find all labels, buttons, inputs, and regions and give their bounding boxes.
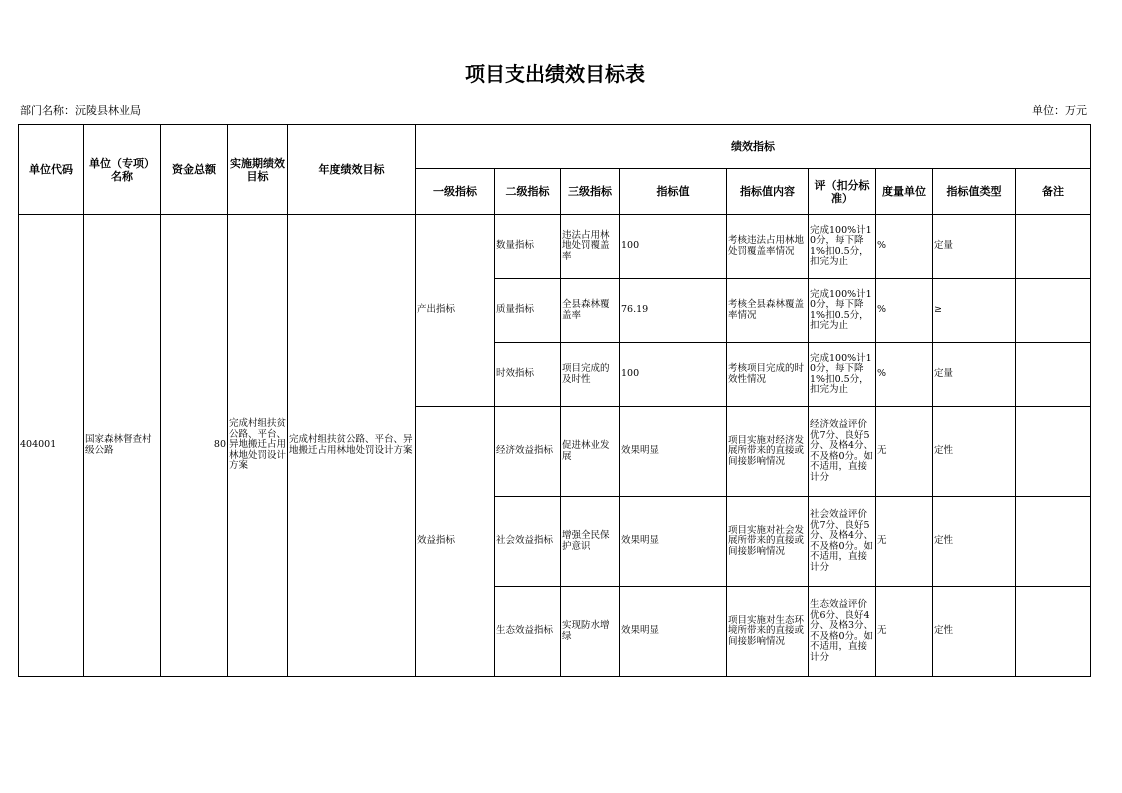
cell-measure-unit: % bbox=[876, 215, 933, 279]
cell-content: 考核项目完成的时效性情况 bbox=[727, 343, 809, 407]
cell-value-type: 定量 bbox=[933, 343, 1016, 407]
header-unit-name: 单位（专项）名称 bbox=[84, 125, 161, 215]
cell-level2: 质量指标 bbox=[495, 279, 561, 343]
cell-content: 项目实施对经济发展所带来的直接或间接影响情况 bbox=[727, 407, 809, 497]
cell-remark bbox=[1016, 497, 1091, 587]
cell-unit-name: 国家森林督查村级公路 bbox=[84, 215, 161, 677]
cell-value: 效果明显 bbox=[620, 407, 727, 497]
cell-annual-goal: 完成村组扶贫公路、平台、异地搬迁占用林地处罚设计方案 bbox=[288, 215, 416, 677]
header-fund-total: 资金总额 bbox=[161, 125, 228, 215]
cell-scoring: 完成100%计10分，每下降1%扣0.5分，扣完为止 bbox=[809, 279, 876, 343]
cell-remark bbox=[1016, 343, 1091, 407]
cell-level2: 经济效益指标 bbox=[495, 407, 561, 497]
cell-unit-code: 404001 bbox=[19, 215, 84, 677]
cell-content: 考核全县森林覆盖率情况 bbox=[727, 279, 809, 343]
cell-value-type: 定性 bbox=[933, 497, 1016, 587]
cell-measure-unit: % bbox=[876, 343, 933, 407]
cell-level2: 数量指标 bbox=[495, 215, 561, 279]
header-row-1 bbox=[19, 125, 1091, 169]
cell-level3: 增强全民保护意识 bbox=[561, 497, 620, 587]
cell-measure-unit: 无 bbox=[876, 497, 933, 587]
cell-value: 100 bbox=[620, 343, 727, 407]
header-period-goal: 实施期绩效目标 bbox=[228, 125, 288, 215]
table-row bbox=[19, 215, 1091, 279]
header-level2: 二级指标 bbox=[495, 169, 561, 215]
cell-level3: 实现防水增绿 bbox=[561, 587, 620, 677]
cell-remark bbox=[1016, 215, 1091, 279]
cell-value-type: 定量 bbox=[933, 215, 1016, 279]
cell-level3: 全县森林覆盖率 bbox=[561, 279, 620, 343]
cell-level2: 社会效益指标 bbox=[495, 497, 561, 587]
department-name: 部门名称：沅陵县林业局 bbox=[20, 104, 141, 117]
cell-scoring: 生态效益评价优6分、良好4分、及格3分、不及格0分。如不适用，直接计分 bbox=[809, 587, 876, 677]
cell-content: 项目实施对生态环境所带来的直接或间接影响情况 bbox=[727, 587, 809, 677]
header-content: 指标值内容 bbox=[727, 169, 809, 215]
cell-level2: 生态效益指标 bbox=[495, 587, 561, 677]
header-remark: 备注 bbox=[1016, 169, 1091, 215]
cell-value-type: 定性 bbox=[933, 587, 1016, 677]
cell-value-type: 定性 bbox=[933, 407, 1016, 497]
cell-measure-unit: 无 bbox=[876, 587, 933, 677]
cell-scoring: 完成100%计10分，每下降1%扣0.5分，扣完为止 bbox=[809, 215, 876, 279]
header-level1: 一级指标 bbox=[416, 169, 495, 215]
cell-scoring: 完成100%计10分，每下降1%扣0.5分，扣完为止 bbox=[809, 343, 876, 407]
cell-fund-total: 80 bbox=[161, 215, 228, 677]
cell-remark bbox=[1016, 407, 1091, 497]
cell-measure-unit: % bbox=[876, 279, 933, 343]
header-performance-indicators: 绩效指标 bbox=[416, 125, 1091, 169]
cell-level3: 促进林业发展 bbox=[561, 407, 620, 497]
cell-remark bbox=[1016, 587, 1091, 677]
header-measure-unit: 度量单位 bbox=[876, 169, 933, 215]
header-value: 指标值 bbox=[620, 169, 727, 215]
cell-value-type: ≥ bbox=[933, 279, 1016, 343]
performance-target-table bbox=[18, 124, 1091, 677]
cell-value: 效果明显 bbox=[620, 587, 727, 677]
cell-measure-unit: 无 bbox=[876, 407, 933, 497]
cell-period-goal: 完成村组扶贫公路、平台、异地搬迁占用林地处罚设计方案 bbox=[228, 215, 288, 677]
cell-remark bbox=[1016, 279, 1091, 343]
page-title: 项目支出绩效目标表 bbox=[465, 62, 645, 86]
header-scoring: 评（扣分标准） bbox=[809, 169, 876, 215]
header-annual-goal: 年度绩效目标 bbox=[288, 125, 416, 215]
cell-value: 100 bbox=[620, 215, 727, 279]
cell-scoring: 经济效益评价优7分、良好5分、及格4分、不及格0分。如不适用，直接计分 bbox=[809, 407, 876, 497]
cell-value: 效果明显 bbox=[620, 497, 727, 587]
cell-content: 项目实施对社会发展所带来的直接或间接影响情况 bbox=[727, 497, 809, 587]
cell-level3: 项目完成的及时性 bbox=[561, 343, 620, 407]
header-value-type: 指标值类型 bbox=[933, 169, 1016, 215]
cell-level2: 时效指标 bbox=[495, 343, 561, 407]
cell-level3: 违法占用林地处罚覆盖率 bbox=[561, 215, 620, 279]
cell-scoring: 社会效益评价优7分、良好5分、及格4分、不及格0分。如不适用，直接计分 bbox=[809, 497, 876, 587]
cell-content: 考核违法占用林地处罚覆盖率情况 bbox=[727, 215, 809, 279]
header-unit-code: 单位代码 bbox=[19, 125, 84, 215]
cell-level1-benefit: 效益指标 bbox=[416, 407, 495, 677]
header-level3: 三级指标 bbox=[561, 169, 620, 215]
cell-value: 76.19 bbox=[620, 279, 727, 343]
cell-level1-output: 产出指标 bbox=[416, 215, 495, 407]
currency-unit: 单位：万元 bbox=[1032, 104, 1087, 117]
